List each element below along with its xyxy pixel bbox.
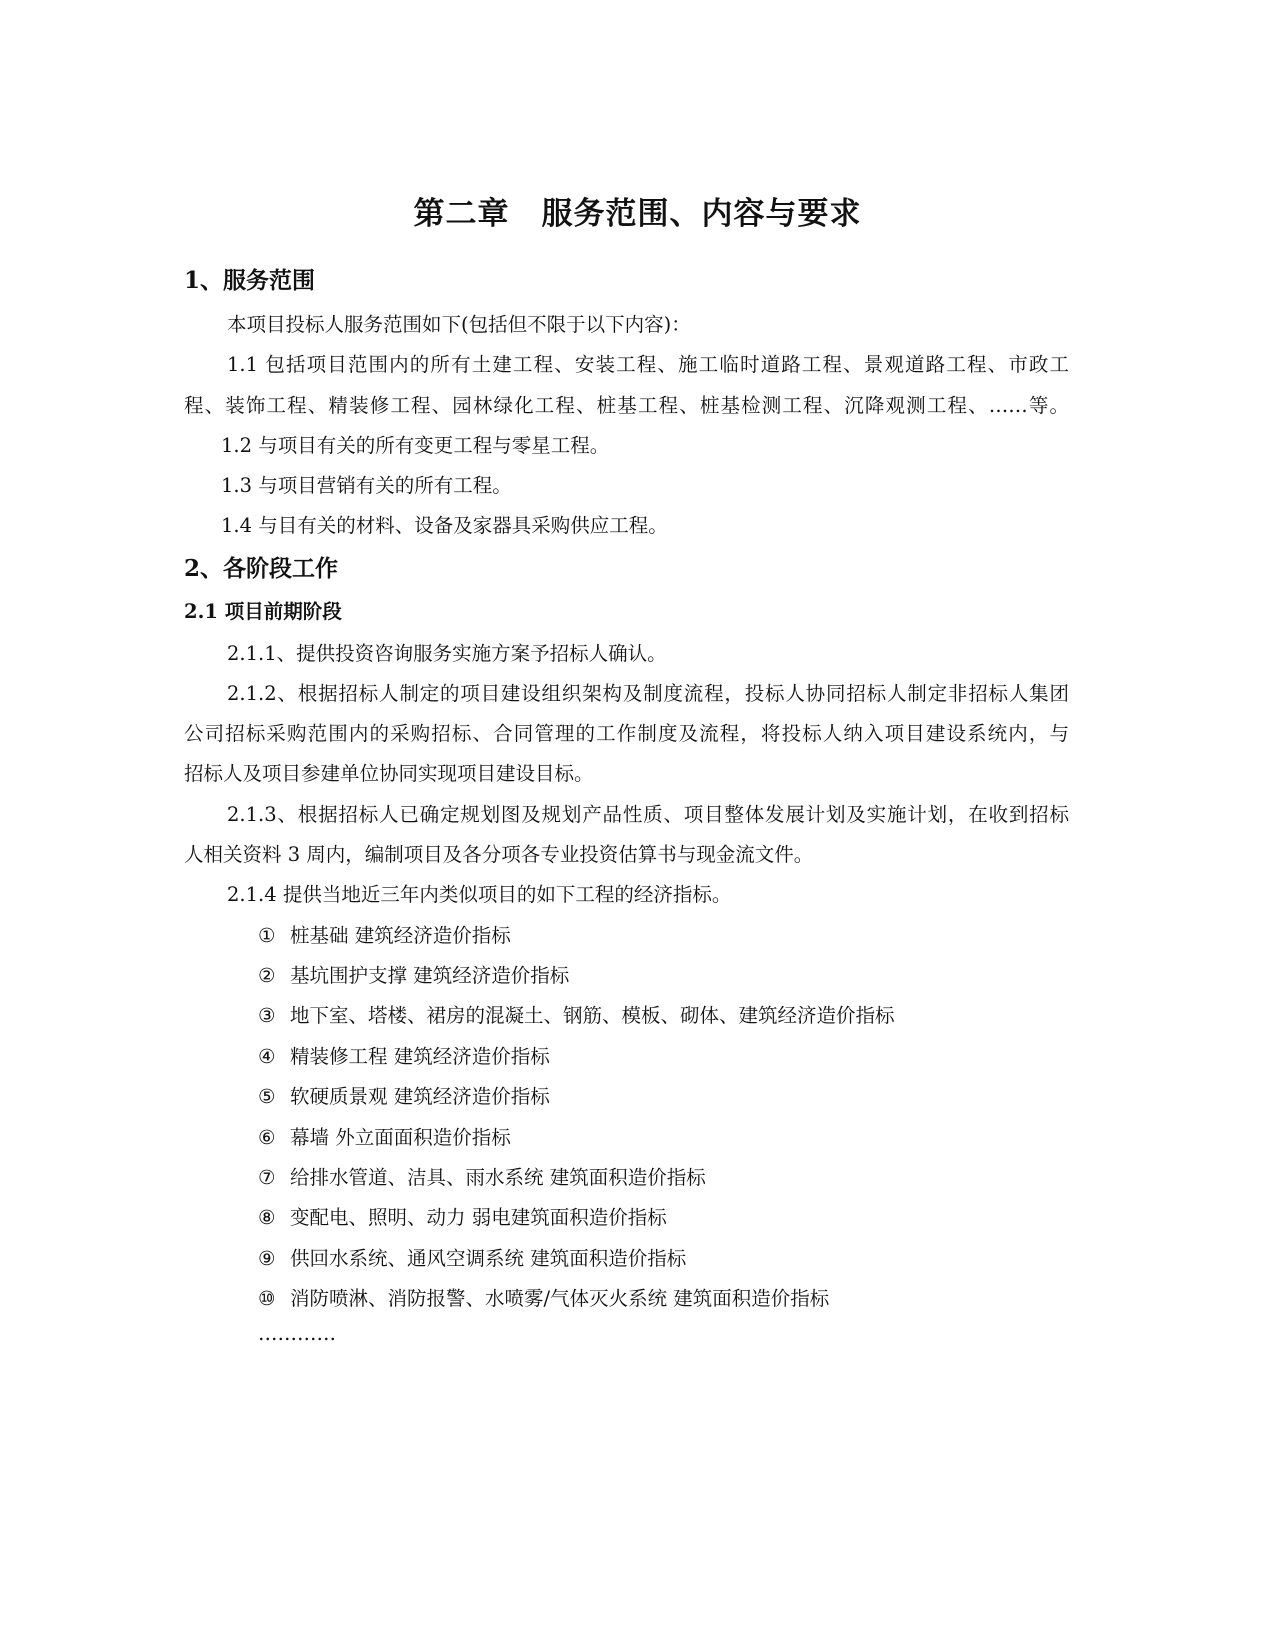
list-item-text: 软硬质景观 建筑经济造价指标 [290,1085,550,1108]
item-1-3: 1.3 与项目营销有关的所有工程。 [221,474,512,497]
list-item [258,1245,1188,1273]
list-item-text: 精装修工程 建筑经济造价指标 [290,1045,550,1068]
list-item-number: ⑨ [258,1247,276,1270]
item-2-1-2-line2: 公司招标采购范围内的采购招标、合同管理的工作制度及流程，将投标人纳入项目建设系统内，与 [184,722,1069,745]
list-item-text: 供回水系统、通风空调系统 建筑面积造价指标 [290,1247,687,1270]
item-2-1-2-line3: 招标人及项目参建单位协同实现项目建设目标。 [184,762,594,785]
item-1-4: 1.4 与目有关的材料、设备及家器具采购供应工程。 [221,514,668,537]
list-item [258,962,1188,990]
section-2-1-heading: 2.1 项目前期阶段 [184,600,342,623]
list-item-text: 基坑围护支撑 建筑经济造价指标 [290,964,570,987]
section-2-heading: 2、各阶段工作 [184,555,339,582]
list-item-number: ⑥ [258,1126,276,1149]
list-item-number: ② [258,964,276,987]
list-item-number: ④ [258,1045,276,1068]
list-item-number: ⑤ [258,1085,276,1108]
list-item-text: 给排水管道、洁具、雨水系统 建筑面积造价指标 [290,1166,706,1189]
list-item [258,1043,1188,1071]
list-item-number: ① [258,924,276,947]
list-item-number: ③ [258,1004,276,1027]
item-1-1-line2: 程、装饰工程、精装修工程、园林绿化工程、桩基工程、桩基检测工程、沉降观测工程、……等。 [184,394,1069,417]
item-2-1-4: 2.1.4 提供当地近三年内类似项目的如下工程的经济指标。 [227,883,732,906]
section-1-intro: 本项目投标人服务范围如下(包括但不限于以下内容)： [227,313,691,336]
ellipsis: ………… [258,1322,336,1345]
list-item [258,1124,1188,1152]
item-2-1-2-line1: 2.1.2、根据招标人制定的项目建设组织架构及制度流程，投标人协同招标人制定非招标人集团 [227,682,1069,705]
item-1-1-line1: 1.1 包括项目范围内的所有土建工程、安装工程、施工临时道路工程、景观道路工程、市政工 [227,353,1069,376]
list-item [258,1285,1188,1313]
list-item-number: ⑦ [258,1166,276,1189]
list-item-text: 地下室、塔楼、裙房的混凝土、钢筋、模板、砌体、建筑经济造价指标 [290,1004,895,1027]
list-item-number: ⑧ [258,1206,276,1229]
list-item [258,1204,1188,1232]
list-item [258,1002,1188,1030]
list-item [258,1164,1188,1192]
item-2-1-3-line1: 2.1.3、根据招标人已确定规划图及规划产品性质、项目整体发展计划及实施计划，在收到招标 [227,803,1069,826]
list-item-text: 变配电、照明、动力 弱电建筑面积造价指标 [290,1206,667,1229]
chapter-title: 第二章 服务范围、内容与要求 [413,196,862,232]
list-item-number: ⑩ [258,1287,276,1310]
list-item-text: 桩基础 建筑经济造价指标 [290,924,511,947]
list-item [258,1083,1188,1111]
list-item-text: 幕墙 外立面面积造价指标 [290,1126,511,1149]
section-1-heading: 1、服务范围 [184,267,316,294]
item-2-1-1: 2.1.1、提供投资咨询服务实施方案予招标人确认。 [227,642,667,665]
list-item-text: 消防喷淋、消防报警、水喷雾/气体灭火系统 建筑面积造价指标 [290,1287,830,1310]
item-1-2: 1.2 与项目有关的所有变更工程与零星工程。 [221,434,610,457]
list-item [258,922,1188,950]
item-2-1-3-line2: 人相关资料 3 周内，编制项目及各分项各专业投资估算书与现金流文件。 [184,843,814,866]
